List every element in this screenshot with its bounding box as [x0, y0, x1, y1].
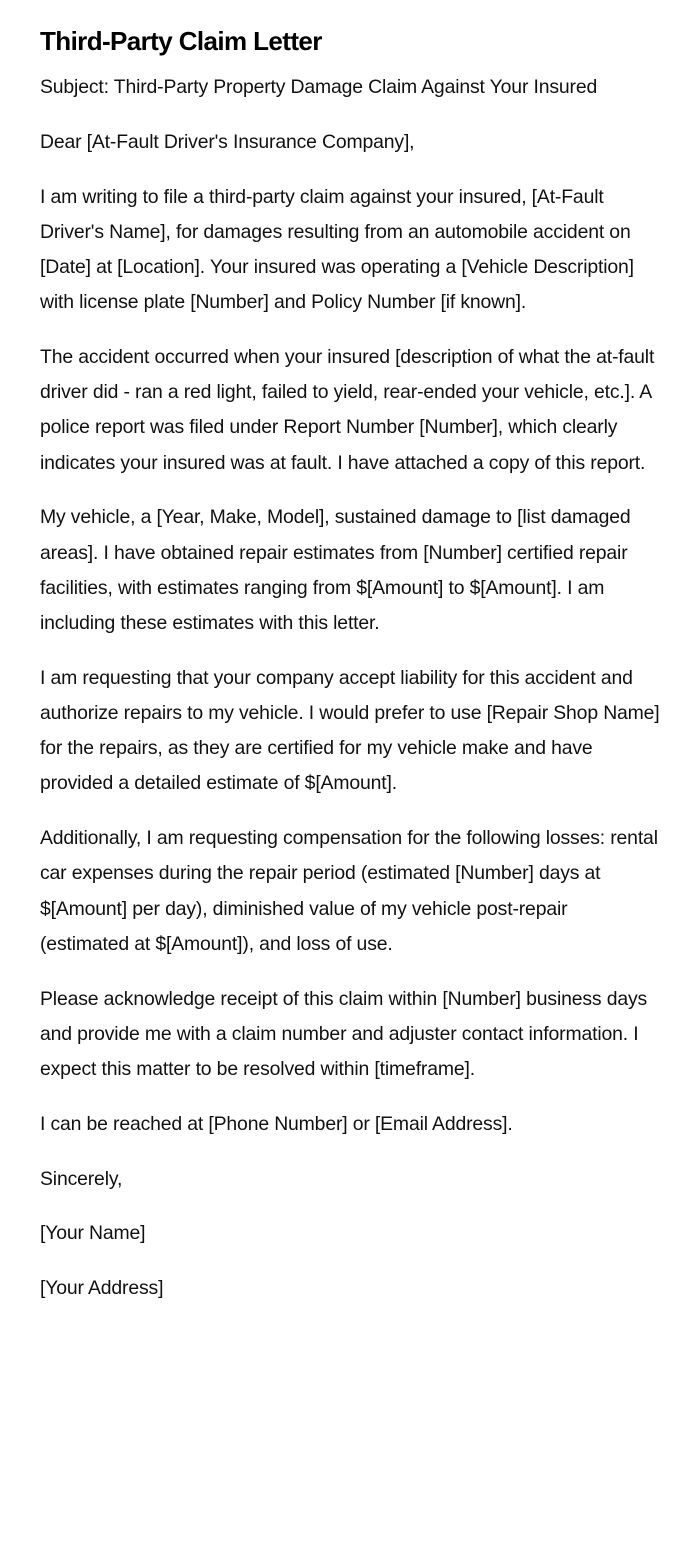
signature-name: [Your Name] — [40, 1222, 146, 1245]
paragraph-acknowledgement: Please acknowledge receipt of this claim within [Number] business days and provide me with a claim number and adjuster contact information. I expect this matter to be resolved within [timeframe]. — [40, 987, 648, 1081]
salutation: Dear [At-Fault Driver's Insurance Company], — [40, 130, 415, 153]
paragraph-compensation: Additionally, I am requesting compensation for the following losses: rental car expenses during the repair period (estimated [Number] days at $[Amount] per day), diminished value of my vehicle post-repair (estimated at $[Amount]), and loss of use. — [40, 827, 658, 955]
signature-address: [Your Address] — [40, 1277, 164, 1300]
subject-line: Subject: Third-Party Property Damage Claim Against Your Insured — [40, 76, 598, 98]
closing: Sincerely, — [40, 1167, 123, 1190]
paragraph-contact: I can be reached at [Phone Number] or [Email Address]. — [40, 1112, 513, 1135]
paragraph-claim-intro: I am writing to file a third-party claim against your insured, [At-Fault Driver's Name], for damages resulting from an automobile accident on [Date] at [Location]. Your insured was operating a [Vehicle Description] with license plate [Number] and Policy Number [if known]. — [40, 185, 634, 314]
paragraph-liability-request: I am requesting that your company accept liability for this accident and authorize repairs to my vehicle. I would prefer to use [Repair Shop Name] for the repairs, as they are certified for my vehicle make and have provided a detailed estimate of $[Amount]. — [40, 666, 660, 795]
document-title: Third-Party Claim Letter — [40, 26, 322, 56]
paragraph-vehicle-damage: My vehicle, a [Year, Make, Model], sustained damage to [list damaged areas]. I have obtained repair estimates from [Number] certified repair facilities, with estimates ranging from $[Amount] to $[Amount]. I am including these estimates with this letter. — [40, 506, 631, 635]
paragraph-accident-description: The accident occurred when your insured [description of what the at-fault driver did - ran a red light, failed to yield, rear-ended your vehicle, etc.]. A police report was filed under Report Number [Number], which clearly indicates your insured was at fault. I have attached a copy of this report. — [40, 346, 655, 474]
